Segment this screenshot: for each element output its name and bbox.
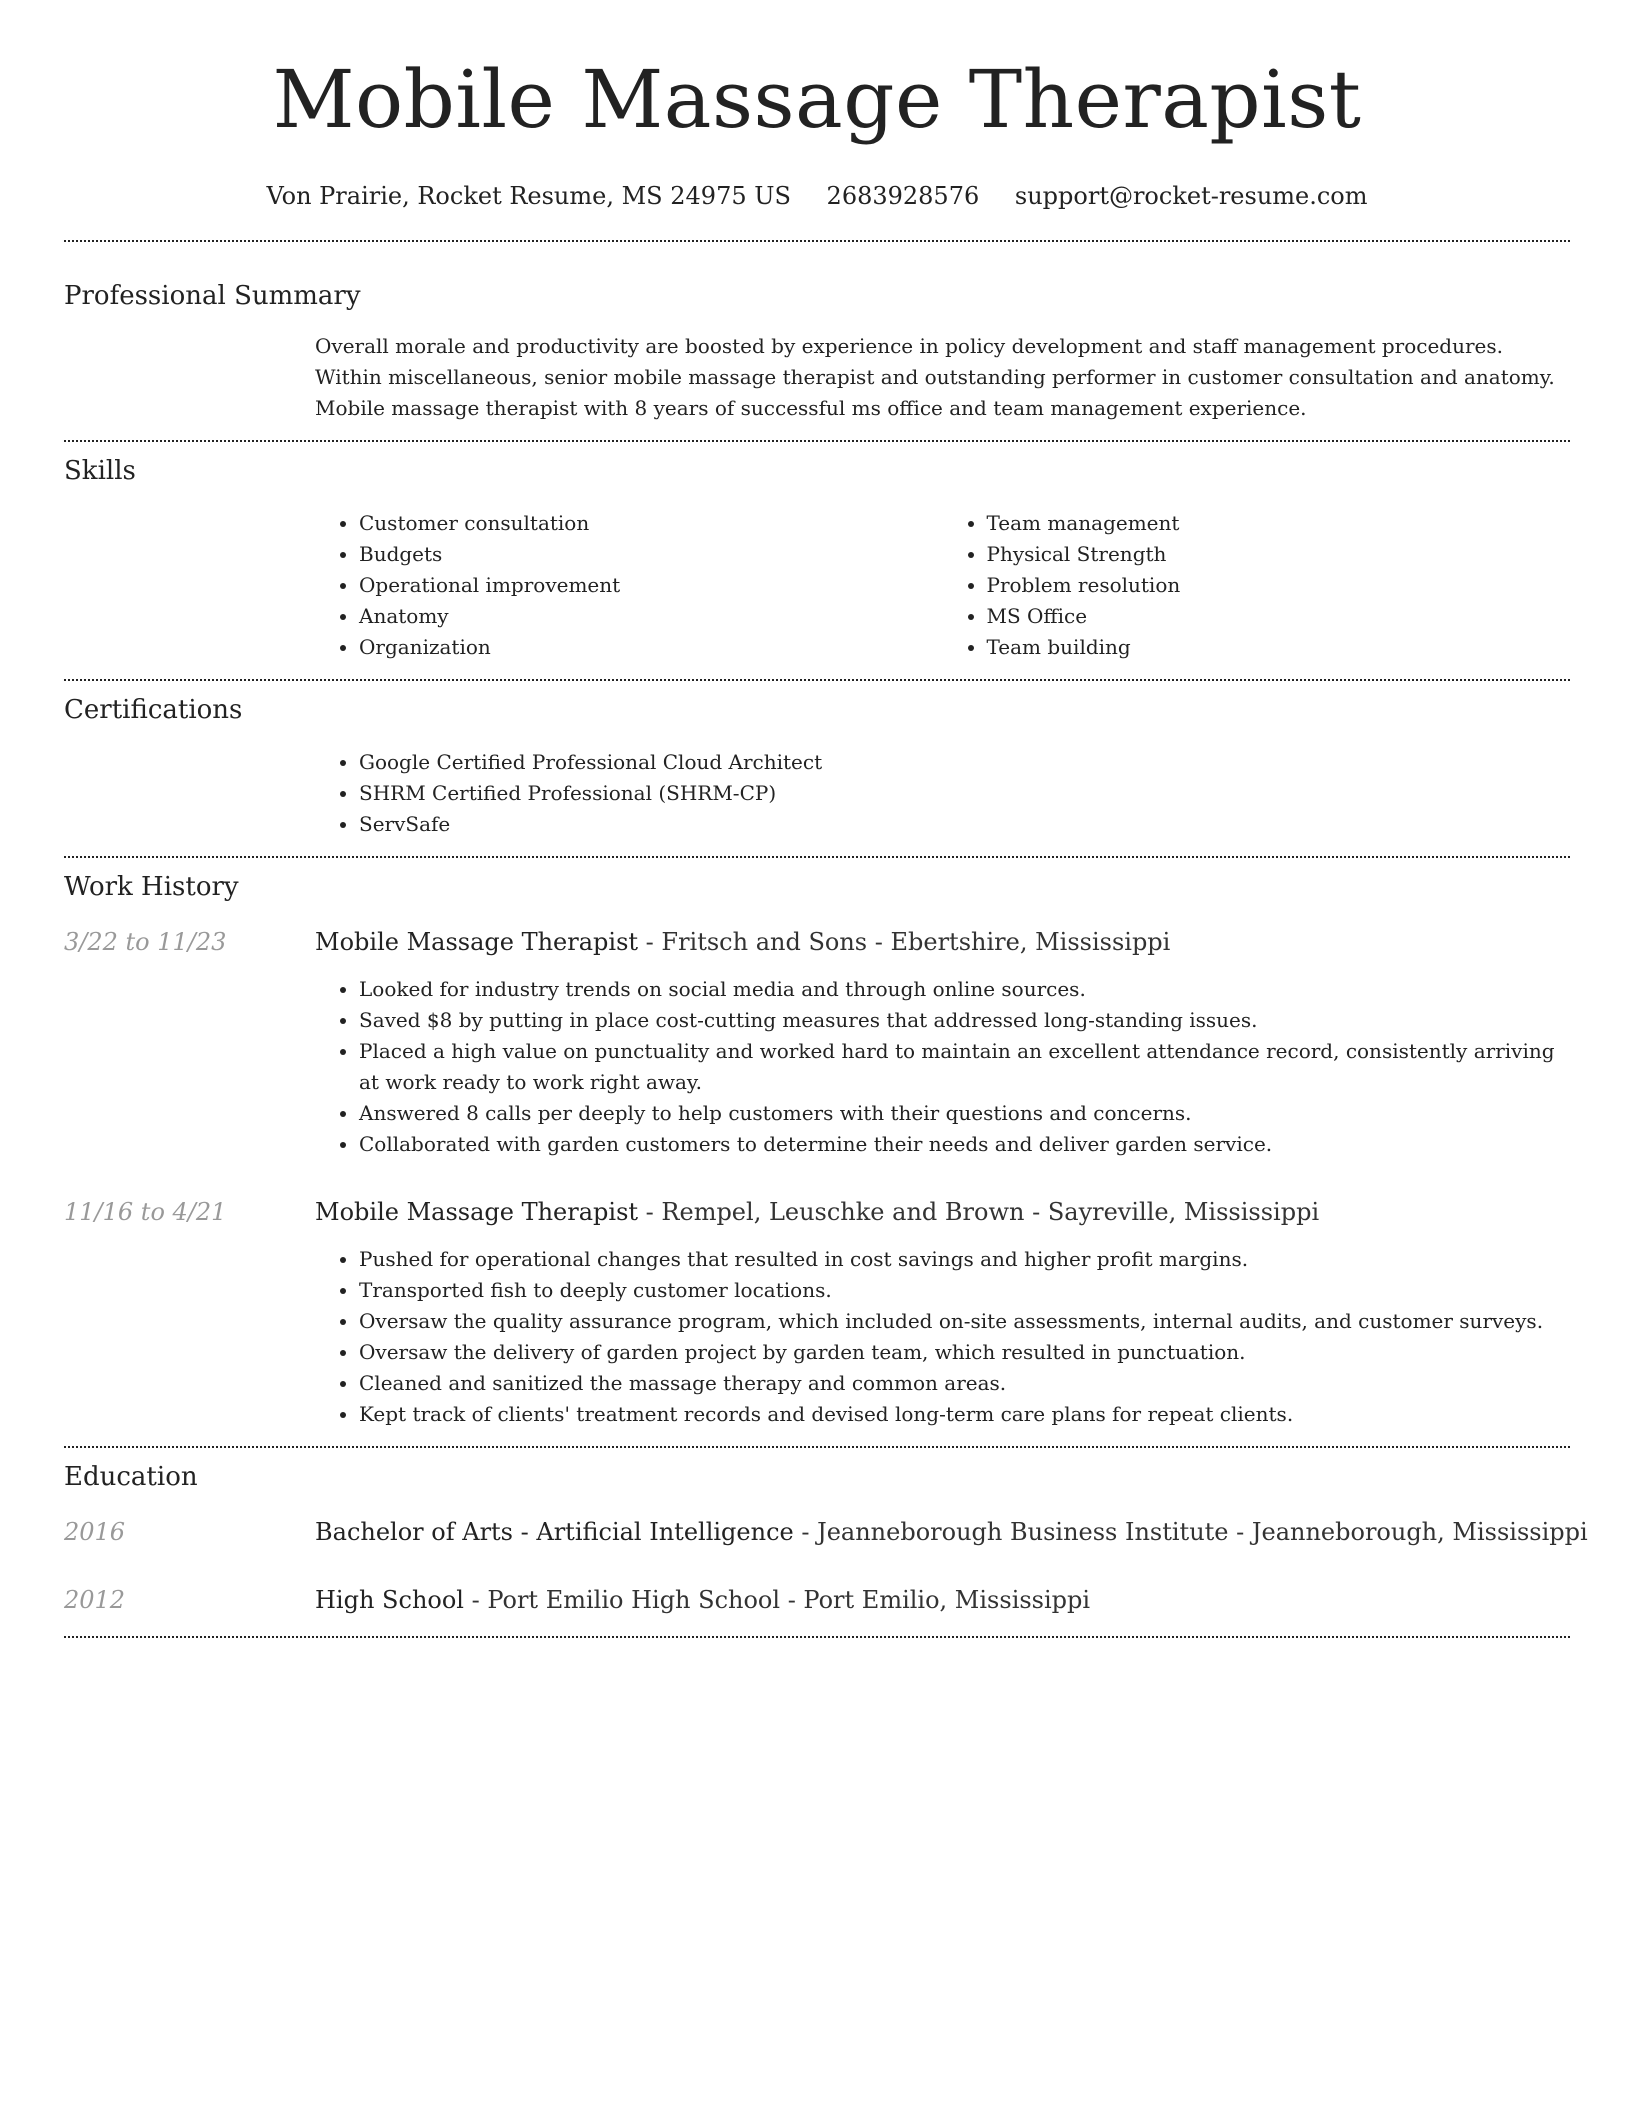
job-title-line [315,1196,1319,1228]
candidate-name: Mobile Massage Therapist [272,53,1362,146]
certification-item: • SHRM Certified Professional (SHRM-CP) [359,778,1570,809]
education-degree: Bachelor of Arts - Artificial Intelligence [315,1518,794,1546]
job-details [315,974,1570,1160]
certifications-body [315,747,1570,840]
contact-phone: 2683928576 [826,182,980,210]
summary-text: Overall morale and productivity are boosted by experience in policy development and staff management procedures. Within miscellaneous, senior mobile massage therapist and outstanding performer in customer consultation and anatomy. Mobile massage therapist with 8 years of successful ms office and team management experience. [315,334,1555,420]
skill-item: • Problem resolution [987,570,1571,601]
job-bullet: • Placed a high value on punctuality and worked hard to maintain an excellent attendance record, consistently arriving at work ready to work right away. [359,1036,1570,1098]
job-employer: - Rempel, Leuschke and Brown - Sayreville, Mississippi [638,1198,1320,1226]
job-header [64,1196,1570,1228]
certifications-section [64,681,1570,840]
certification-item: • Google Certified Professional Cloud Architect [359,747,1570,778]
skills-columns [315,508,1570,663]
summary-section [64,242,1570,424]
education-entry [64,1516,1588,1548]
skill-item: • Operational improvement [359,570,943,601]
job-entry [64,926,1570,1160]
job-bullet: • Answered 8 calls per deeply to help customers with their questions and concerns. [359,1098,1570,1129]
job-bullet: • Oversaw the delivery of garden project by garden team, which resulted in punctuation. [359,1337,1570,1368]
job-title-line [315,926,1170,958]
work-title: Work History [64,872,239,902]
job-entry [64,1196,1570,1430]
contact-address: Von Prairie, Rocket Resume, MS 24975 US [266,182,791,210]
education-school: - Jeanneborough Business Institute - Jeanneborough, Mississippi [793,1518,1588,1546]
job-employer: - Fritsch and Sons - Ebertshire, Mississippi [638,928,1171,956]
job-role: Mobile Massage Therapist [315,928,639,956]
job-dates: 3/22 to 11/23 [64,928,227,956]
job-role: Mobile Massage Therapist [315,1198,639,1226]
certifications-title: Certifications [64,695,243,725]
education-line [315,1516,1588,1548]
job-bullet: • Saved $8 by putting in place cost-cutting measures that addressed long-standing issues. [359,1005,1570,1036]
job-header [64,926,1570,958]
education-title: Education [64,1462,198,1492]
education-degree: High School [315,1586,464,1614]
job-dates: 11/16 to 4/21 [64,1198,227,1226]
job-bullets [315,974,1570,1160]
job-bullet: • Oversaw the quality assurance program, which included on-site assessments, internal audits, and customer surveys. [359,1306,1570,1337]
job-bullet: • Collaborated with garden customers to determine their needs and deliver garden service. [359,1129,1570,1160]
skill-item: • Anatomy [359,601,943,632]
work-section [64,858,1570,1430]
skill-item: • Physical Strength [987,539,1571,570]
job-bullet: • Looked for industry trends on social media and through online sources. [359,974,1570,1005]
education-year: 2016 [64,1518,126,1546]
skill-item: • Team management [987,508,1571,539]
skill-item: • Budgets [359,539,943,570]
certifications-list [315,747,1570,840]
contact-email: support@rocket-resume.com [1014,182,1368,210]
job-bullet: • Transported fish to deeply customer locations. [359,1275,1570,1306]
job-bullet: • Kept track of clients' treatment records and devised long-term care plans for repeat clients. [359,1399,1570,1430]
education-school: - Port Emilio High School - Port Emilio, Mississippi [463,1586,1091,1614]
skills-title: Skills [64,456,136,486]
education-section [64,1448,1588,1616]
education-line [315,1584,1090,1616]
skills-section [64,442,1570,663]
job-details [315,1244,1570,1430]
section-divider [64,1636,1570,1638]
summary-title: Professional Summary [64,281,361,311]
skill-item: • Team building [987,632,1571,663]
job-bullet: • Pushed for operational changes that resulted in cost savings and higher profit margins. [359,1244,1570,1275]
certification-item: • ServSafe [359,809,1570,840]
skill-item: • MS Office [987,601,1571,632]
skill-item: • Organization [359,632,943,663]
job-bullets [315,1244,1570,1430]
contact-line [64,180,1570,212]
job-bullet: • Cleaned and sanitized the massage therapy and common areas. [359,1368,1570,1399]
education-entry [64,1584,1570,1616]
skill-item: • Customer consultation [359,508,943,539]
skills-list-left [315,508,943,663]
skills-list-right [943,508,1571,663]
education-year: 2012 [64,1586,126,1614]
resume-page [64,0,1588,1638]
